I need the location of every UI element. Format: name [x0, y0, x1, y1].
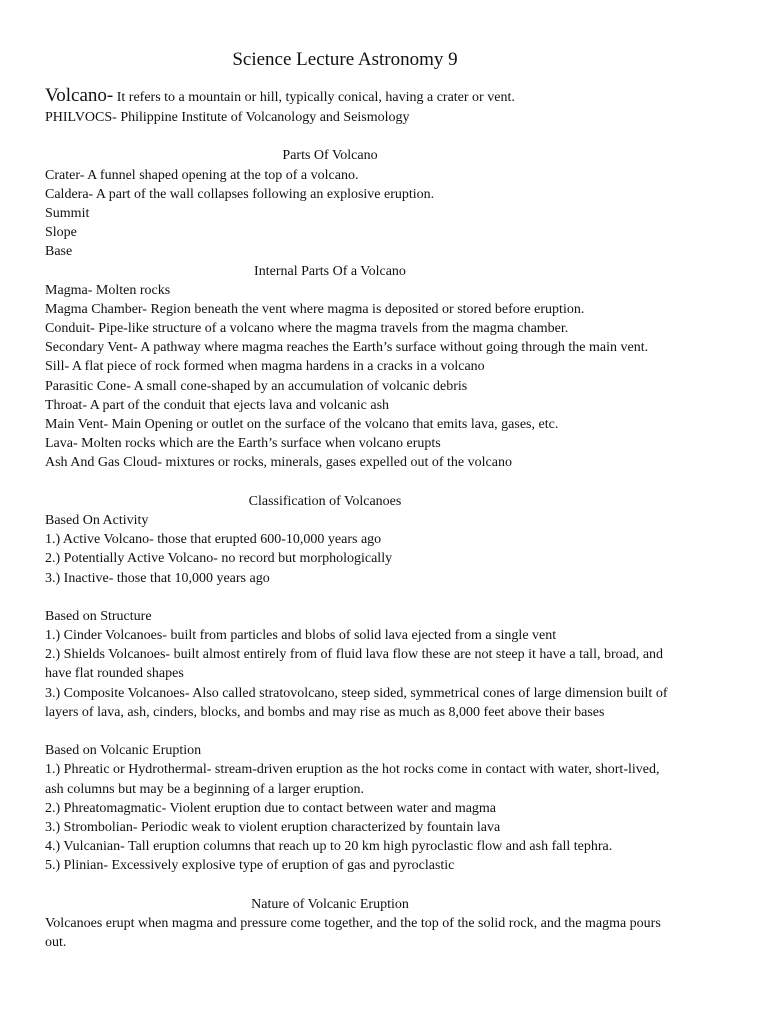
list-item: 2.) Phreatomagmatic- Violent eruption due to contact between water and magma [45, 800, 497, 816]
spacer [45, 127, 725, 146]
structure-subheading: Based on Structure [45, 608, 152, 624]
list-item: 1.) Phreatic or Hydrothermal- stream-driven eruption as the hot rocks come in contact with water, short-lived, [45, 762, 660, 778]
spacer [45, 588, 725, 607]
list-item: 2.) Potentially Active Volcano- no record but morphologically [45, 551, 393, 567]
list-item: 3.) Strombolian- Periodic weak to violent eruption characterized by fountain lava [45, 819, 501, 835]
list-item: 1.) Active Volcano- those that erupted 600-10,000 years ago [45, 532, 382, 548]
activity-subheading: Based On Activity [45, 512, 149, 528]
list-item: layers of lava, ash, cinders, blocks, and bombs and may rise as much as 8,000 feet above their bases [45, 704, 605, 720]
list-item: 3.) Inactive- those that 10,000 years ago [45, 570, 270, 586]
classification-heading: Classification of Volcanoes [248, 493, 402, 509]
list-item: Sill- A flat piece of rock formed when magma hardens in a cracks in a volcano [45, 359, 485, 375]
spacer [45, 473, 725, 492]
list-item: Magma Chamber- Region beneath the vent where magma is deposited or stored before eruption. [45, 301, 585, 317]
list-item: Summit [45, 205, 90, 221]
list-item: 1.) Cinder Volcanoes- built from particles and blobs of solid lava ejected from a single vent [45, 628, 557, 644]
list-item: 5.) Plinian- Excessively explosive type of eruption of gas and pyroclastic [45, 858, 455, 874]
list-item: 3.) Composite Volcanoes- Also called stratovolcano, steep sided, symmetrical cones of large dimension built of [45, 685, 668, 701]
list-item: Secondary Vent- A pathway where magma reaches the Earth’s surface without going through the main vent. [45, 340, 649, 356]
list-item: Lava- Molten rocks which are the Earth’s surface when volcano erupts [45, 436, 441, 452]
list-item: Conduit- Pipe-like structure of a volcano where the magma travels from the magma chamber. [45, 321, 569, 337]
list-item: Ash And Gas Cloud- mixtures or rocks, minerals, gases expelled out of the volcano [45, 455, 512, 471]
list-item: Caldera- A part of the wall collapses following an explosive eruption. [45, 186, 435, 202]
list-item: have flat rounded shapes [45, 666, 184, 682]
nature-heading: Nature of Volcanic Eruption [251, 896, 409, 912]
list-item: Parasitic Cone- A small cone-shaped by an accumulation of volcanic debris [45, 378, 468, 394]
list-item: Base [45, 244, 73, 260]
list-item: Magma- Molten rocks [45, 282, 171, 298]
list-item: Volcanoes erupt when magma and pressure come together, and the top of the solid rock, and the magma pours [45, 915, 661, 931]
list-item: Crater- A funnel shaped opening at the top of a volcano. [45, 167, 359, 183]
eruption-subheading: Based on Volcanic Eruption [45, 743, 202, 759]
volcano-definition [45, 84, 725, 108]
spacer [45, 722, 725, 741]
volcano-def-text: It refers to a mountain or hill, typically conical, having a crater or vent. [113, 90, 515, 105]
list-item: 4.) Vulcanian- Tall eruption columns that reach up to 20 km high pyroclastic flow and ash fall tephra. [45, 839, 613, 855]
list-item: ash columns but may be a beginning of a larger eruption. [45, 781, 364, 797]
list-item: Main Vent- Main Opening or outlet on the surface of the volcano that emits lava, gases, etc. [45, 417, 559, 432]
parts-heading: Parts Of Volcano [282, 148, 378, 164]
philvocs-line: PHILVOCS- Philippine Institute of Volcanology and Seismology [45, 110, 410, 125]
list-item: Slope [45, 225, 77, 241]
list-item: out. [45, 935, 67, 951]
volcano-term: Volcano- [45, 85, 114, 106]
list-item: 2.) Shields Volcanoes- built almost entirely from of fluid lava flow these are not steep it have a tall, broad, and [45, 647, 664, 663]
list-item: Throat- A part of the conduit that ejects lava and volcanic ash [45, 397, 390, 413]
document-body [45, 84, 725, 952]
internal-heading: Internal Parts Of a Volcano [254, 263, 406, 279]
spacer [45, 876, 725, 895]
page-title: Science Lecture Astronomy 9 [232, 49, 458, 70]
